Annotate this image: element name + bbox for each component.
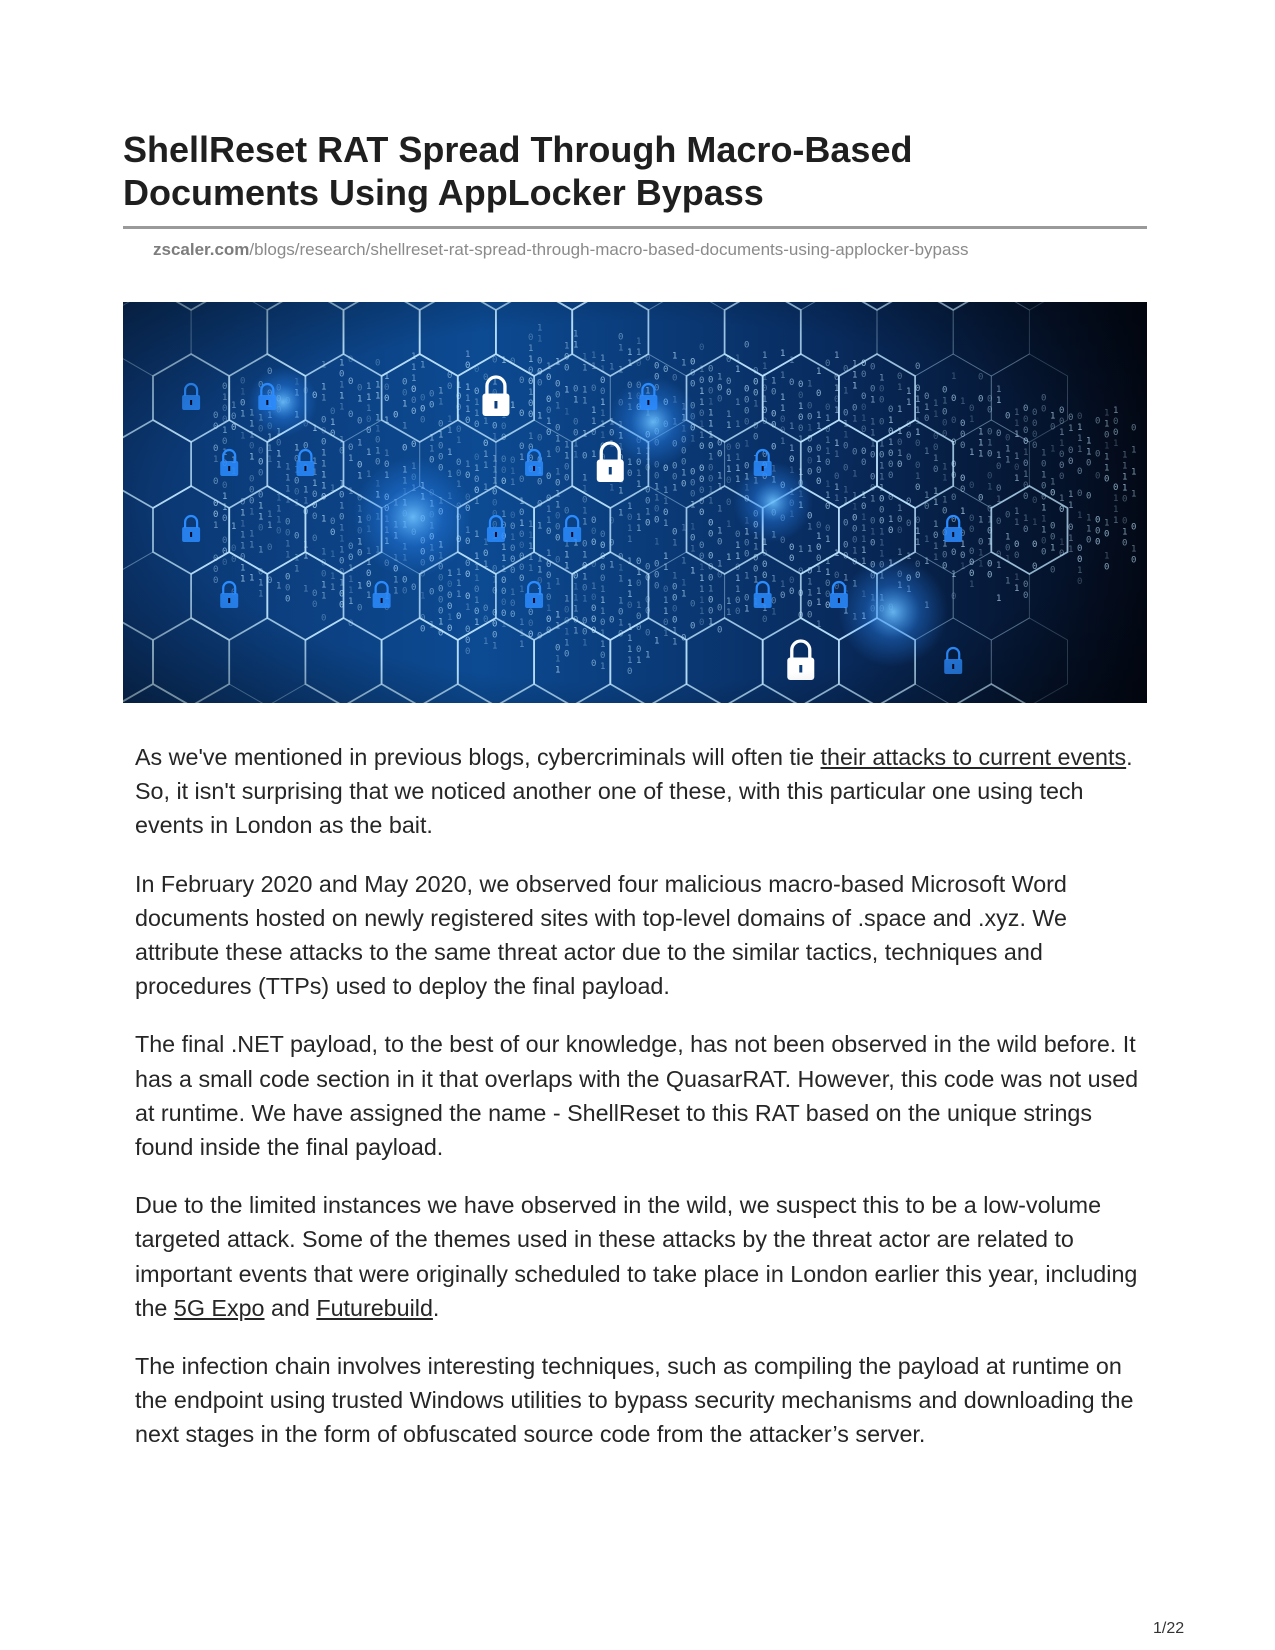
paragraph-4-text-a: Due to the limited instances we have observed in the wild, we suspect this to be a low-volume targeted attack. Some of the themes used in these attacks by the threat actor are related to important events that were originally scheduled to take place in London earlier this year, including the bbox=[135, 1192, 1138, 1321]
paragraph-3: The final .NET payload, to the best of our knowledge, has not been observed in the wild before. It has a small code section in it that overlaps with the QuasarRAT. However, this code was not used at runtime. We have assigned the name - ShellReset to this RAT based on the unique strings found inside the final payload. bbox=[135, 1031, 1139, 1161]
page-number: 1/22 bbox=[1153, 1620, 1185, 1637]
hero-illustration bbox=[123, 302, 1147, 703]
title-divider bbox=[123, 226, 1147, 229]
paragraph-4-text-b: and bbox=[264, 1294, 317, 1321]
paragraph-2: In February 2020 and May 2020, we observed four malicious macro-based Microsoft Word documents hosted on newly registered sites with top-level domains of .space and .xyz. We attribute these attacks to the same threat actor due to the similar tactics, techniques and procedures (TTPs) used to deploy the final payload. bbox=[135, 870, 1067, 1000]
paragraph-1-text-a: As we've mentioned in previous blogs, cybercriminals will often tie bbox=[135, 744, 821, 770]
title-line-2: Documents Using AppLocker Bypass bbox=[123, 172, 764, 213]
hero-image bbox=[123, 302, 1147, 703]
paragraph-1-text-b: . So, it isn't surprising that we noticed another one of these, with this particular one using tech events in London as the bait. bbox=[135, 744, 1133, 839]
paragraph-1 bbox=[135, 740, 1145, 843]
paragraph-4-text-c: . bbox=[432, 1294, 440, 1321]
link-attacks-current-events[interactable]: their attacks to current events bbox=[820, 744, 1127, 770]
hero-vignette bbox=[123, 302, 1147, 703]
link-5g-expo[interactable]: 5G Expo bbox=[173, 1294, 265, 1321]
link-futurebuild[interactable]: Futurebuild bbox=[316, 1294, 433, 1321]
source-domain: zscaler.com bbox=[153, 240, 250, 259]
paragraph-5: The infection chain involves interesting techniques, such as compiling the payload at runtime on the endpoint using trusted Windows utilities to bypass security mechanisms and downloading the next stages in the form of obfuscated source code from the attacker’s server. bbox=[135, 1353, 1134, 1448]
article-title bbox=[123, 128, 1043, 214]
title-line-1: ShellReset RAT Spread Through Macro-Based bbox=[123, 129, 913, 170]
source-url[interactable] bbox=[153, 240, 968, 260]
source-path: /blogs/research/shellreset-rat-spread-through-macro-based-documents-using-applocker-bypass bbox=[249, 240, 969, 259]
paragraph-4 bbox=[135, 1188, 1145, 1325]
article-body bbox=[135, 740, 1145, 1476]
